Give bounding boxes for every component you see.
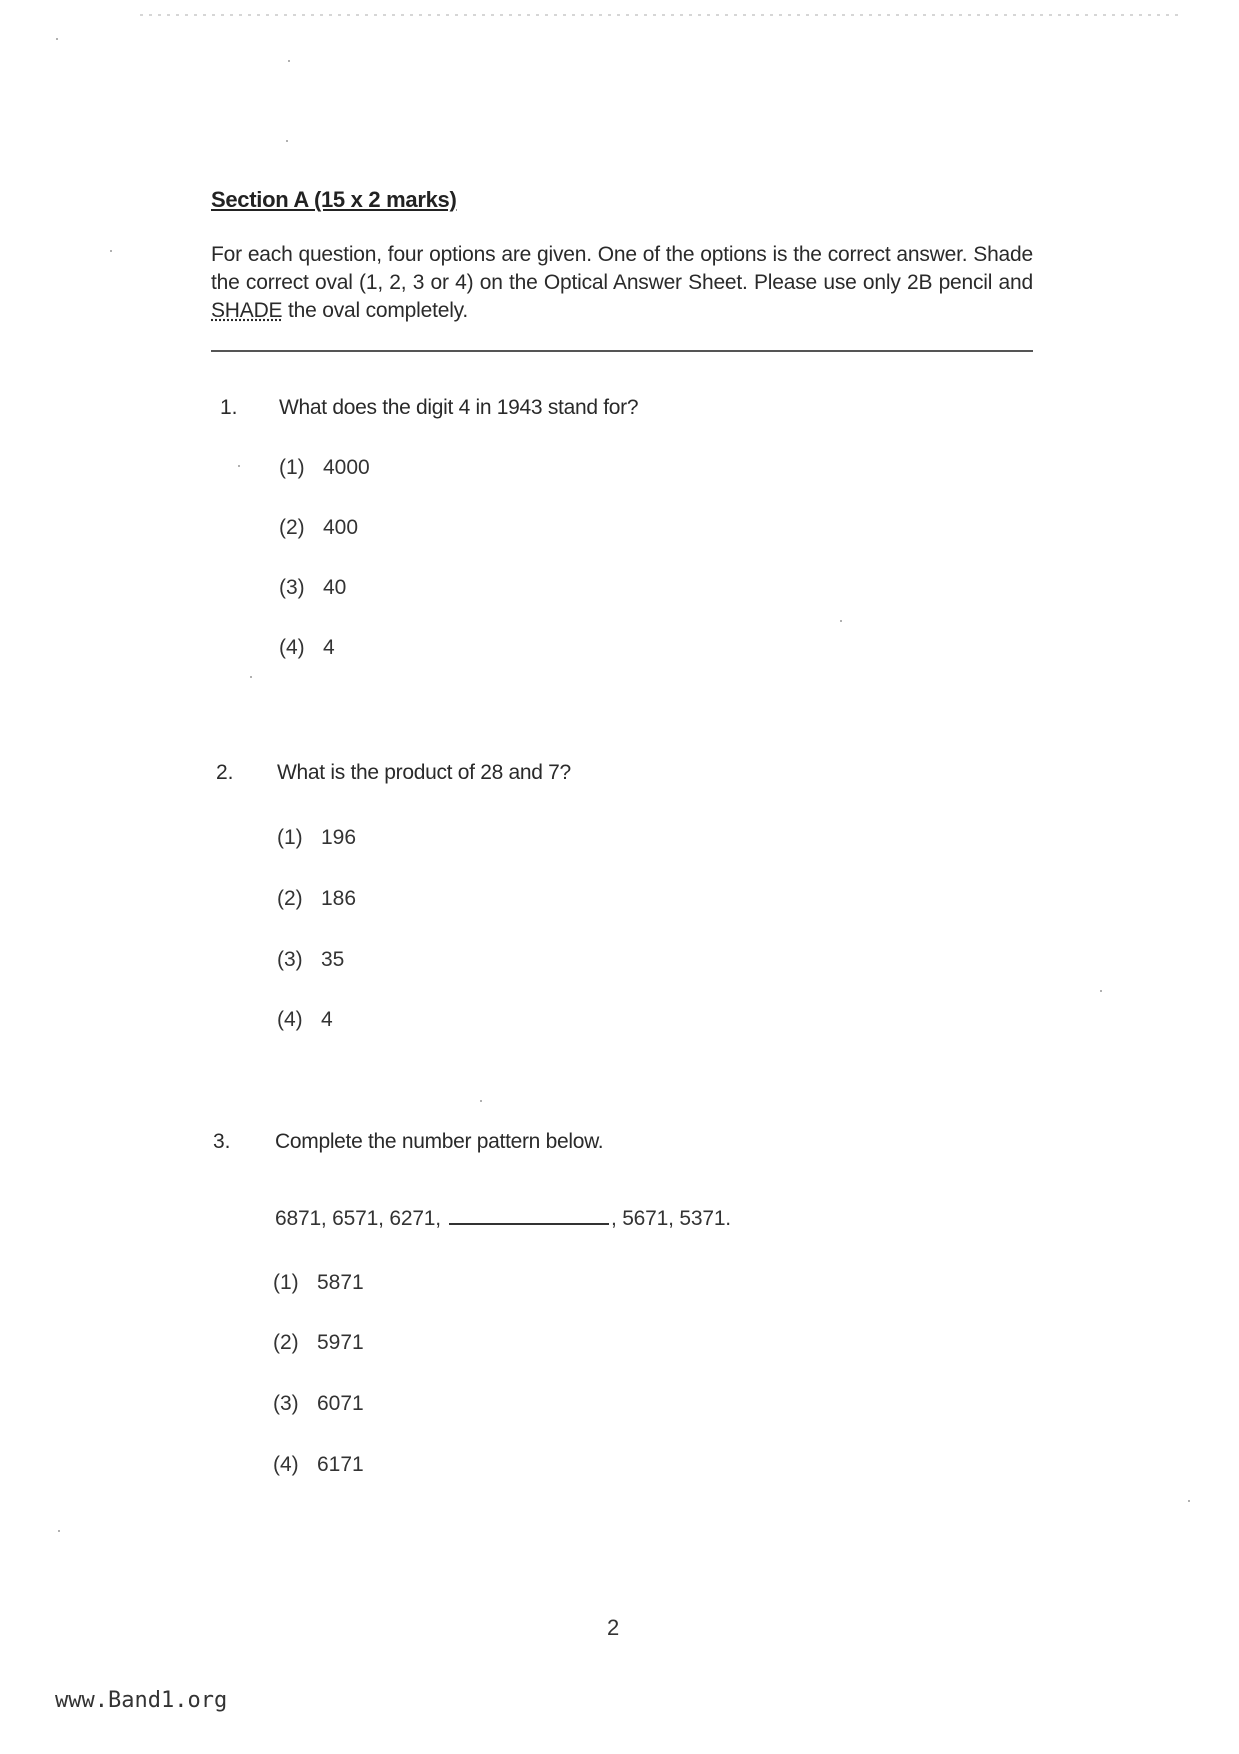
option-2 [273, 1331, 364, 1355]
option-3 [277, 948, 344, 972]
option-1 [277, 826, 356, 850]
option-value: 4 [321, 1008, 333, 1031]
option-label: (4) [279, 636, 305, 659]
scan-speck [56, 38, 58, 40]
option-2 [279, 516, 358, 540]
scan-speck [840, 620, 842, 622]
option-value: 4 [323, 636, 335, 659]
question-number: 3. [213, 1130, 231, 1153]
scan-speck [1188, 1500, 1190, 1502]
option-4 [273, 1453, 364, 1477]
option-label: (1) [273, 1271, 299, 1294]
footer-website: www.Band1.org [55, 1688, 228, 1713]
section-title: Section A (15 x 2 marks) [211, 187, 457, 212]
option-value: 4000 [323, 456, 370, 479]
instructions-emphasis: SHADE [211, 299, 283, 322]
option-value: 6171 [317, 1453, 364, 1476]
scan-speck [1100, 990, 1102, 992]
option-label: (4) [273, 1453, 299, 1476]
option-label: (3) [279, 576, 305, 599]
scan-noise-top [140, 14, 1180, 16]
section-divider [211, 350, 1033, 352]
option-3 [279, 576, 346, 600]
option-label: (4) [277, 1008, 303, 1031]
option-label: (1) [279, 456, 305, 479]
option-label: (3) [273, 1392, 299, 1415]
option-value: 400 [323, 516, 359, 539]
option-label: (3) [277, 948, 303, 971]
option-4 [279, 636, 335, 660]
page-number: 2 [607, 1615, 620, 1640]
instructions-text-end: the oval completely. [282, 299, 469, 322]
option-label: (2) [279, 516, 305, 539]
option-value: 196 [321, 826, 357, 849]
pattern-end: , 5671, 5371. [610, 1207, 731, 1230]
answer-blank [449, 1205, 609, 1225]
section-instructions [211, 241, 1033, 325]
option-label: (2) [277, 887, 303, 910]
option-1 [273, 1271, 364, 1295]
scan-speck [250, 676, 252, 678]
scan-speck [58, 1530, 60, 1532]
instructions-text: For each question, four options are given. One of the options is the correct answer. Shade the correct oval (1, 2, 3 or 4) on the Optical Answer Sheet. Please use only 2B pencil and [211, 243, 1033, 294]
option-value: 35 [321, 948, 345, 971]
option-value: 40 [323, 576, 347, 599]
option-value: 5871 [317, 1271, 364, 1294]
scan-speck [286, 140, 288, 142]
option-3 [273, 1392, 364, 1416]
pattern-start: 6871, 6571, 6271, [275, 1207, 441, 1230]
option-4 [277, 1008, 333, 1032]
option-2 [277, 887, 356, 911]
scan-speck [238, 465, 240, 467]
scan-speck [110, 250, 112, 252]
scan-speck [288, 60, 290, 62]
question-text: Complete the number pattern below. [275, 1130, 604, 1153]
option-1 [279, 456, 370, 480]
option-label: (2) [273, 1331, 299, 1354]
question-text: What is the product of 28 and 7? [277, 761, 571, 784]
question-number: 2. [216, 761, 234, 784]
question-number: 1. [220, 396, 238, 419]
scan-speck [480, 1100, 482, 1102]
number-pattern [275, 1205, 731, 1231]
option-value: 6071 [317, 1392, 364, 1415]
option-value: 186 [321, 887, 357, 910]
option-value: 5971 [317, 1331, 364, 1354]
question-text: What does the digit 4 in 1943 stand for? [279, 396, 639, 419]
option-label: (1) [277, 826, 303, 849]
